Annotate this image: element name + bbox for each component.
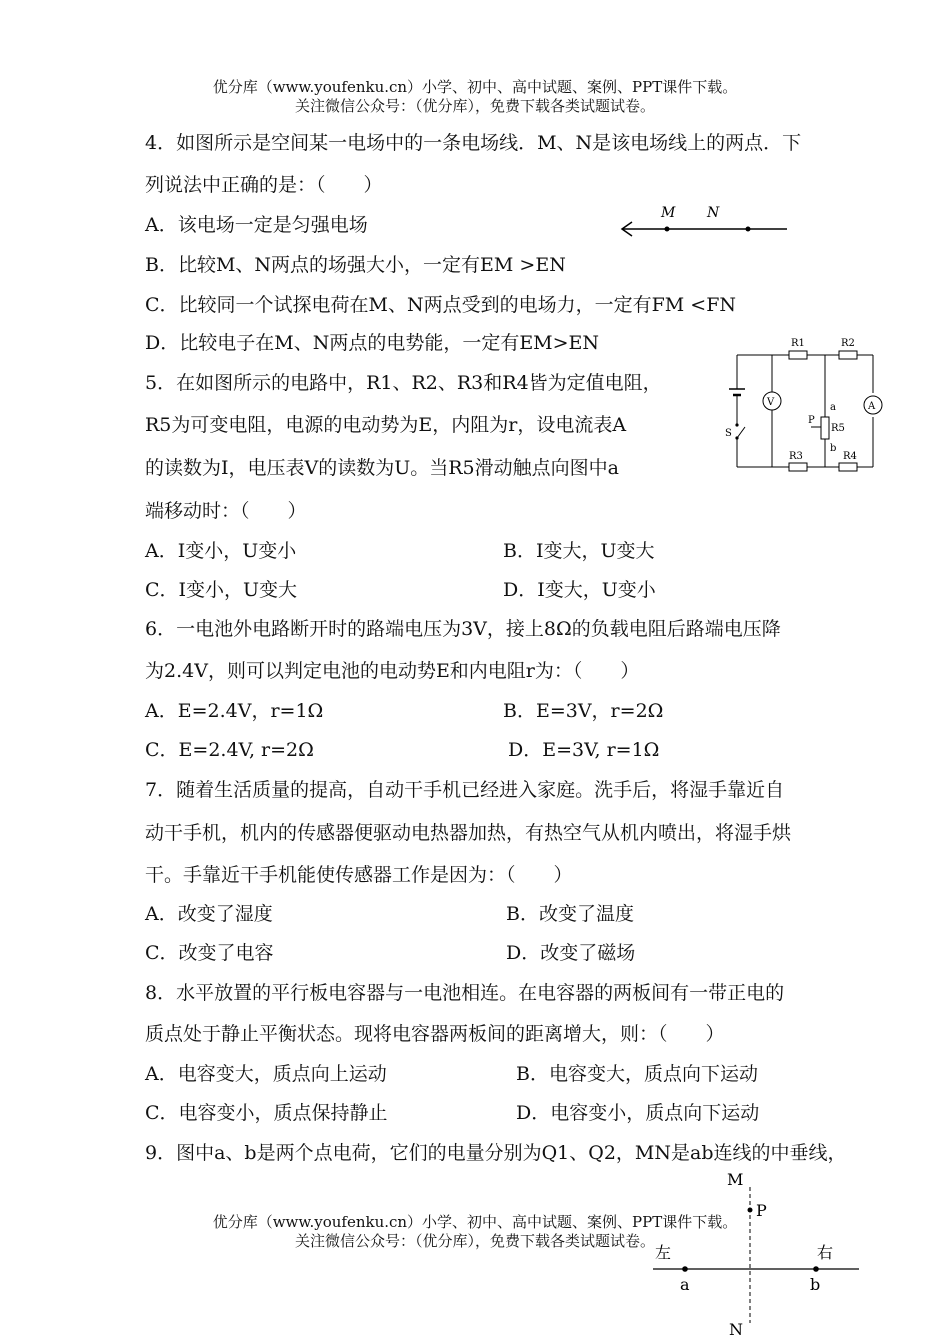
label-r3: R3 — [789, 451, 803, 462]
field-line-figure — [615, 200, 795, 245]
q4-option-c: C．比较同一个试探电荷在M、N两点受到的电场力，一定有FM <FN — [145, 294, 737, 316]
label-left: 左 — [655, 1243, 672, 1262]
charge-a — [682, 1266, 688, 1272]
q6-option-c: C．E=2.4V, r=2Ω — [145, 739, 314, 761]
q7-option-a: A．改变了湿度 — [145, 903, 273, 925]
q6-stem-line-1: 6．一电池外电路断开时的路端电压为3V，接上8Ω的负载电阻后路端电压降 — [145, 618, 781, 640]
circuit-figure — [725, 333, 885, 473]
footer-line-2: 关注微信公众号：（优分库），免费下载各类试题试卷。 — [294, 1232, 655, 1250]
footer-line-1: 优分库（www.youfenku.cn）小学、初中、高中试题、案例、PPT课件下载。 — [212, 1213, 738, 1231]
q4-stem-line-2: 列说法中正确的是：（ ） — [145, 174, 383, 196]
q7-stem-line-2: 动干手机，机内的传感器便驱动电热器加热，有热空气从机内喷出，将湿手烘 — [145, 822, 792, 844]
charge-b — [813, 1266, 819, 1272]
q8-option-c: C．电容变小，质点保持静止 — [145, 1102, 388, 1124]
label-p: P — [756, 1201, 767, 1220]
q8-stem-line-1: 8．水平放置的平行板电容器与一电池相连。在电容器的两板间有一带正电的 — [145, 982, 785, 1004]
label-ammeter: A — [868, 401, 876, 412]
label-b-end: b — [830, 443, 837, 454]
q5-option-a: A．I变小，U变小 — [145, 540, 297, 562]
label-voltmeter: V — [767, 397, 775, 408]
q4-option-b: B．比较M、N两点的场强大小，一定有EM >EN — [145, 254, 566, 276]
q5-option-c: C．I变小，U变大 — [145, 579, 298, 601]
q8-option-b: B．电容变大，质点向下运动 — [516, 1063, 758, 1085]
q6-option-b: B．E=3V，r=2Ω — [503, 700, 664, 722]
charges-figure — [645, 1165, 870, 1342]
q7-stem-line-3: 干。手靠近干手机能使传感器工作是因为：（ ） — [145, 864, 573, 886]
point-p — [748, 1208, 753, 1213]
label-r4: R4 — [843, 451, 857, 462]
q9-stem-line-1: 9．图中a、b是两个点电荷，它们的电量分别为Q1、Q2，MN是ab连线的中垂线， — [145, 1142, 847, 1164]
q6-stem-line-2: 为2.4V，则可以判定电池的电动势E和内电阻r为：（ ） — [145, 660, 640, 682]
q4-option-d: D．比较电子在M、N两点的电势能，一定有EM>EN — [145, 332, 600, 354]
label-r2: R2 — [841, 338, 855, 349]
q5-stem-line-3: 的读数为I，电压表V的读数为U。当R5滑动触点向图中a — [145, 457, 619, 479]
q5-option-d: D．I变大，U变小 — [503, 579, 656, 601]
q8-stem-line-2: 质点处于静止平衡状态。现将电容器两板间的距离增大，则：（ ） — [145, 1023, 725, 1045]
point-n — [746, 227, 751, 232]
q5-stem-line-2: R5为可变电阻，电源的电动势为E，内阻为r，设电流表A — [145, 414, 627, 436]
q4-stem-line-1: 4．如图所示是空间某一电场中的一条电场线．M、N是该电场线上的两点．下 — [145, 132, 802, 154]
label-m: M — [727, 1170, 744, 1189]
q6-option-d: D．E=3V, r=1Ω — [508, 739, 660, 761]
header-line-1: 优分库（www.youfenku.cn）小学、初中、高中试题、案例、PPT课件下载。 — [212, 78, 738, 96]
label-r5: R5 — [831, 423, 845, 434]
label-b: b — [810, 1275, 821, 1294]
label-m: M — [661, 205, 676, 221]
label-n: N — [729, 1320, 743, 1339]
label-switch: S — [725, 428, 732, 439]
q8-option-d: D．电容变小，质点向下运动 — [516, 1102, 760, 1124]
label-r1: R1 — [791, 338, 805, 349]
point-m — [665, 227, 670, 232]
label-a: a — [680, 1275, 690, 1294]
header-line-2: 关注微信公众号：（优分库），免费下载各类试题试卷。 — [294, 97, 655, 115]
q7-option-b: B．改变了温度 — [506, 903, 634, 925]
q4-option-a: A．该电场一定是匀强电场 — [145, 214, 368, 236]
q7-option-d: D．改变了磁场 — [506, 942, 636, 964]
q5-option-b: B．I变大，U变大 — [503, 540, 655, 562]
q5-stem-line-1: 5．在如图所示的电路中，R1、R2、R3和R4皆为定值电阻， — [145, 372, 662, 394]
q7-option-c: C．改变了电容 — [145, 942, 274, 964]
label-n: N — [707, 205, 720, 221]
q8-option-a: A．电容变大，质点向上运动 — [145, 1063, 387, 1085]
label-a-end: a — [830, 402, 836, 413]
q7-stem-line-1: 7．随着生活质量的提高，自动干手机已经进入家庭。洗手后，将湿手靠近自 — [145, 779, 785, 801]
label-right: 右 — [817, 1243, 834, 1262]
label-p: P — [808, 415, 815, 426]
q5-stem-line-4: 端移动时：（ ） — [145, 500, 307, 522]
q6-option-a: A．E=2.4V，r=1Ω — [145, 700, 324, 722]
